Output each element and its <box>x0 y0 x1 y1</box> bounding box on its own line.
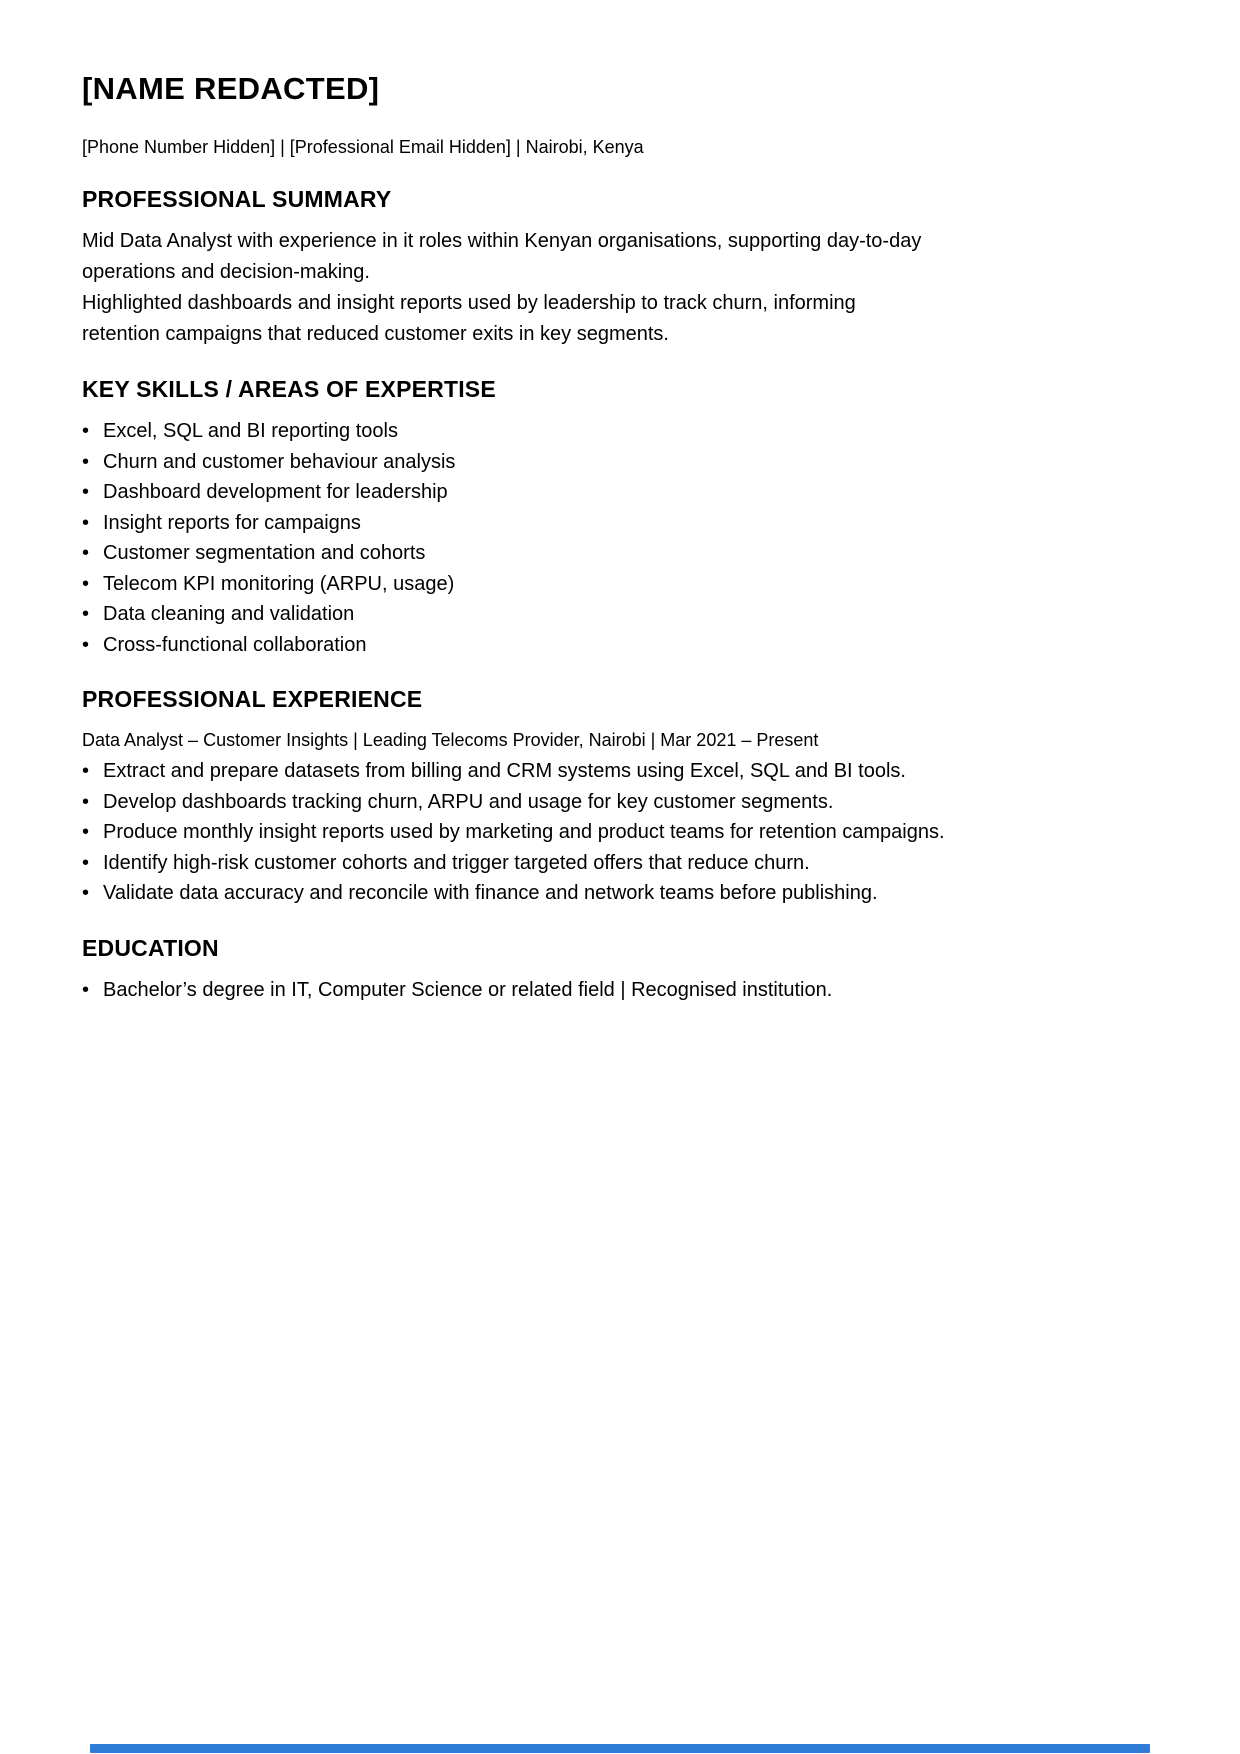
summary-line: retention campaigns that reduced customer exits in key segments. <box>82 323 669 345</box>
skill-item <box>82 416 1140 447</box>
experience-bullet <box>82 787 1140 818</box>
contact-line: [Phone Number Hidden] | [Professional Email Hidden] | Nairobi, Kenya <box>82 137 644 157</box>
section-title-summary: PROFESSIONAL SUMMARY <box>82 186 392 212</box>
section-title-education: EDUCATION <box>82 934 219 961</box>
experience-bullet-text: Produce monthly insight reports used by marketing and product teams for retention campaigns. <box>103 821 945 843</box>
bullet-icon: • <box>82 542 90 564</box>
bullet-icon: • <box>82 633 90 656</box>
skill-item-text: Dashboard development for leadership <box>103 481 448 503</box>
education-bullet-text: Bachelor’s degree in IT, Computer Science or related field | Recognised institution. <box>103 978 833 1001</box>
skill-item <box>82 599 1140 630</box>
section-title-skills: KEY SKILLS / AREAS OF EXPERTISE <box>82 376 496 402</box>
bullet-icon: • <box>82 481 90 503</box>
skill-item-text: Data cleaning and validation <box>103 603 355 625</box>
bullet-icon: • <box>82 790 90 813</box>
summary-line: Mid Data Analyst with experience in it roles within Kenyan organisations, supporting day-to-day <box>82 230 922 252</box>
bullet-icon: • <box>82 760 90 782</box>
bullet-icon: • <box>82 450 90 473</box>
skill-item <box>82 477 1140 508</box>
experience-bullet <box>82 756 1140 787</box>
experience-bullet-text: Identify high-risk customer cohorts and trigger targeted offers that reduce churn. <box>103 851 810 874</box>
skill-item <box>82 538 1140 569</box>
skill-item-text: Customer segmentation and cohorts <box>103 542 426 564</box>
experience-bullet-text: Extract and prepare datasets from billing and CRM systems using Excel, SQL and BI tools. <box>103 760 906 782</box>
skill-item-text: Insight reports for campaigns <box>103 511 361 534</box>
skill-item <box>82 569 1140 600</box>
bullet-icon: • <box>82 572 90 595</box>
bullet-icon: • <box>82 851 90 874</box>
bullet-icon: • <box>82 511 90 534</box>
skill-item <box>82 508 1140 539</box>
bullet-icon: • <box>82 603 90 625</box>
skill-item <box>82 630 1140 661</box>
experience-bullet-text: Develop dashboards tracking churn, ARPU and usage for key customer segments. <box>103 790 834 813</box>
summary-line: Highlighted dashboards and insight reports used by leadership to track churn, informing <box>82 292 856 314</box>
bullet-icon: • <box>82 978 90 1001</box>
section-title-experience: PROFESSIONAL EXPERIENCE <box>82 686 423 712</box>
bullet-icon: • <box>82 882 90 904</box>
skill-item-text: Cross-functional collaboration <box>103 633 367 656</box>
summary-paragraph <box>82 226 1140 350</box>
candidate-name: [NAME REDACTED] <box>82 71 380 106</box>
summary-line: operations and decision-making. <box>82 261 370 283</box>
footer-accent-bar <box>90 1744 1150 1753</box>
skill-item-text: Churn and customer behaviour analysis <box>103 450 456 473</box>
experience-bullet-text: Validate data accuracy and reconcile with finance and network teams before publishing. <box>103 882 878 904</box>
experience-bullet <box>82 878 1140 909</box>
experience-list <box>82 756 1140 909</box>
experience-bullet <box>82 817 1140 848</box>
skills-list <box>82 416 1140 660</box>
job-role-line: Data Analyst – Customer Insights | Leading Telecoms Provider, Nairobi | Mar 2021 – Present <box>82 730 819 750</box>
education-bullet <box>82 975 1140 1006</box>
skill-item-text: Excel, SQL and BI reporting tools <box>103 420 398 442</box>
bullet-icon: • <box>82 821 90 843</box>
education-list <box>82 975 1140 1006</box>
skill-item-text: Telecom KPI monitoring (ARPU, usage) <box>103 572 455 595</box>
bullet-icon: • <box>82 420 90 442</box>
skill-item <box>82 447 1140 478</box>
experience-bullet <box>82 848 1140 879</box>
